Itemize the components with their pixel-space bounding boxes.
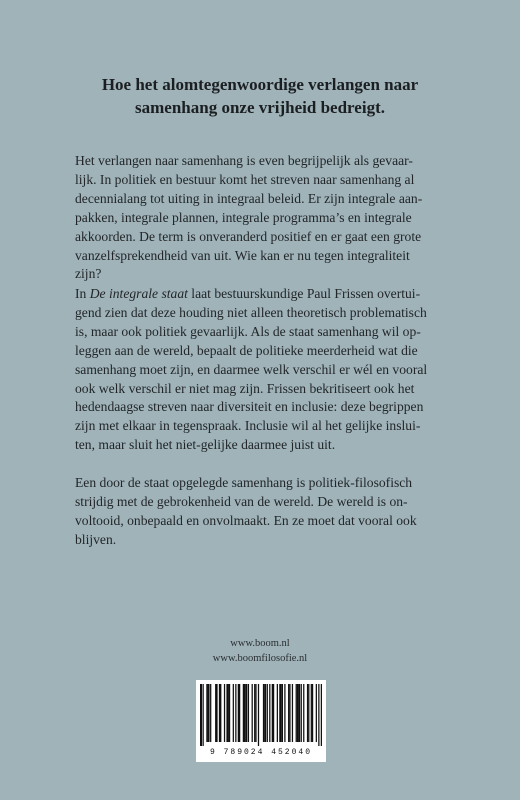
barcode-bar: [321, 684, 322, 746]
barcode-bar: [233, 684, 234, 742]
barcode-bar: [269, 684, 270, 742]
paragraph-line: zijn met elkaar in tegenspraak. Inclusie wil al het gelijke inslui-: [75, 418, 421, 434]
barcode-bar: [292, 684, 293, 742]
barcode-bar: [208, 684, 210, 742]
barcode-bar: [263, 684, 264, 742]
paragraph-line: pakken, integrale plannen, integrale programma’s en integrale: [75, 209, 412, 225]
barcode-bar: [229, 684, 230, 742]
url-boomfilosofie[interactable]: www.boomfilosofie.nl: [212, 653, 308, 664]
barcode-bar: [318, 684, 319, 746]
paragraph-line: vanzelfsprekendheid van uit. Wie kan er nu tegen integraliteit: [75, 247, 410, 263]
paragraph-line: blijven.: [75, 531, 117, 547]
barcode-bar: [289, 684, 290, 742]
paragraph-line-first: [75, 285, 449, 304]
barcode-bar: [210, 684, 211, 742]
barcode-bar: [216, 684, 217, 742]
isbn-barcode: [196, 680, 326, 762]
barcode-bar: [248, 684, 249, 742]
url-boom[interactable]: www.boom.nl: [230, 638, 290, 649]
barcode-bar: [273, 684, 274, 742]
paragraph-line: ook welk verschil er niet mag zijn. Frissen bekritiseert ook het: [75, 380, 415, 396]
paragraph-line: is, maar ook politiek gevaarlijk. Als de staat samenhang wil op-: [75, 323, 421, 339]
barcode-bar: [267, 684, 268, 742]
barcode-bar: [228, 684, 229, 742]
barcode-bar: [282, 684, 283, 742]
tagline-line-2: samenhang onze vrijheid bedreigt.: [135, 98, 385, 117]
barcode-bar: [244, 684, 245, 742]
book-title: De integrale staat: [89, 286, 188, 301]
barcode-bar: [252, 684, 253, 742]
barcode-bar: [316, 684, 317, 742]
barcode-bar: [288, 684, 289, 742]
paragraph-line: decennialang tot uiting in integraal beleid. Er zijn integrale aan-: [75, 190, 423, 206]
barcode-bar: [303, 684, 304, 742]
isbn-number: 9 789024 452040: [209, 748, 312, 757]
barcode-bars: [200, 684, 322, 746]
barcode-bar: [297, 684, 298, 742]
publisher-urls: [0, 636, 520, 666]
barcode-bar: [203, 684, 204, 746]
intro-text: In: [75, 286, 90, 301]
barcode-bar: [258, 684, 259, 746]
barcode-bar: [224, 684, 225, 742]
paragraph-1: [75, 152, 449, 284]
tagline: [0, 73, 520, 119]
paragraph-line: samenhang moet zijn, en daarmee welk verschil er wél en vooral: [75, 361, 428, 377]
barcode-bar: [301, 684, 302, 742]
paragraph-line: akkoorden. De term is onveranderd positief en er gaat een grote: [75, 228, 422, 244]
barcode-bar: [220, 684, 221, 742]
barcode-bar: [235, 684, 236, 742]
paragraph-line: hedendaagse streven naar diversiteit en inclusie: deze begrippen: [75, 399, 424, 415]
barcode-bar: [312, 684, 313, 742]
paragraph-line: ten, maar sluit het niet-gelijke daarmee juist uit.: [75, 437, 336, 453]
paragraph-line: zijn?: [75, 266, 102, 282]
paragraph-line: leggen aan de wereld, bepaalt de politieke meerderheid wat die: [75, 342, 418, 358]
barcode-bar: [243, 684, 244, 742]
barcode-bar: [298, 684, 300, 742]
barcode-bar: [245, 684, 247, 742]
barcode-bar: [308, 684, 309, 742]
tagline-line-1: Hoe het alomtegenwoordige verlangen naar: [101, 75, 419, 94]
intro-rest: laat bestuurskundige Paul Frissen overtui-: [187, 286, 421, 301]
paragraph-line: strijdig met de gebrokenheid van de wereld. De wereld is on-: [75, 493, 408, 509]
barcode-bar: [277, 684, 278, 742]
paragraph-3: [75, 474, 449, 550]
paragraph-line: Het verlangen naar samenhang is even begrijpelijk als gevaar-: [75, 153, 413, 168]
barcode-bar: [239, 684, 240, 742]
barcode-bar: [280, 684, 281, 742]
barcode-bar: [264, 684, 266, 742]
paragraph-line: gend zien dat deze houding niet alleen theoretisch problematisch: [75, 304, 427, 320]
barcode-bar: [206, 684, 207, 742]
barcode-bar: [307, 684, 308, 742]
barcode-bar: [255, 684, 256, 742]
barcode-bar: [254, 684, 255, 742]
barcode-bar: [284, 684, 285, 742]
barcode-bar: [200, 684, 202, 746]
paragraph-line: lijk. In politiek en bestuur komt het streven naar samenhang al: [75, 171, 415, 187]
paragraph-line: voltooid, onbepaald en onvolmaakt. En ze moet dat vooral ook: [75, 512, 417, 528]
paragraph-2: [75, 285, 449, 455]
barcode-bar: [296, 684, 297, 742]
paragraph-line: Een door de staat opgelegde samenhang is politiek-filosofisch: [75, 475, 413, 490]
barcode-bar: [311, 684, 312, 742]
